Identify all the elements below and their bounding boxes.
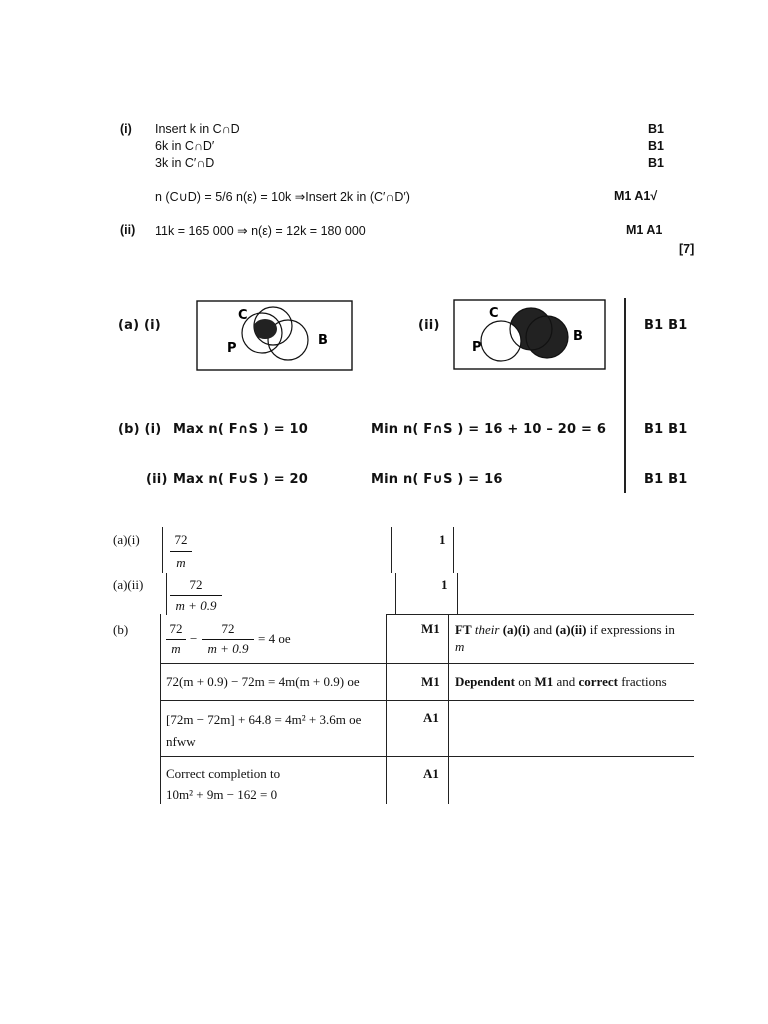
mark: M1 <box>421 621 440 636</box>
set-p-circle <box>481 321 521 361</box>
label-c: C <box>489 306 499 321</box>
equation-line: 10m² + 9m − 162 = 0 <box>166 787 278 802</box>
note-bold: (a)(ii) <box>555 622 587 637</box>
note-italic: m <box>455 639 465 654</box>
venn-diagram-i <box>196 300 354 372</box>
label-b: B <box>318 333 329 348</box>
mark: A1 <box>423 766 439 781</box>
answer-line: 11k = 165 000 ⇒ n(ε) = 12k = 180 000 <box>155 224 366 238</box>
equation-rest: = 4 oe <box>258 631 291 646</box>
table-border <box>162 527 163 573</box>
note-italic: their <box>474 622 500 637</box>
answer-line: Max n( F∩S ) = 10 <box>173 422 309 437</box>
fraction-denominator: m + 0.9 <box>175 598 217 613</box>
fraction-denominator: m + 0.9 <box>207 641 249 656</box>
column-divider <box>624 298 626 493</box>
answer-line: Max n( F∪S ) = 20 <box>173 472 309 487</box>
venn-diagram-ii <box>453 299 607 371</box>
part-label: (ii) <box>120 223 136 237</box>
note-bold: correct <box>578 674 618 689</box>
mark: B1 <box>648 122 664 136</box>
fraction-bar <box>166 639 186 640</box>
part-label: (b) <box>113 622 129 637</box>
table-border <box>166 573 167 615</box>
guidance-note <box>455 621 691 655</box>
table-border <box>160 614 161 804</box>
universal-set-box <box>197 301 352 370</box>
table-border <box>457 573 458 615</box>
mark: B1 <box>648 139 664 153</box>
note-bold: M1 <box>534 674 554 689</box>
mark: M1 A1√ <box>614 189 658 203</box>
fraction-bar <box>170 551 192 552</box>
part-label: (a)(ii) <box>113 577 144 592</box>
mark: M1 A1 <box>626 223 663 237</box>
answer-line: 6k in C∩D′ <box>155 139 215 153</box>
label-p: P <box>472 340 482 355</box>
part-label: (i) <box>120 122 132 136</box>
part-label: (ii) <box>418 318 440 333</box>
mark: 1 <box>441 577 448 592</box>
label-b: B <box>573 329 584 344</box>
part-label: (a) (i) <box>118 318 161 333</box>
table-border <box>395 573 396 615</box>
part-label: (b) (i) <box>118 422 162 437</box>
table-border <box>160 756 694 757</box>
table-border <box>386 614 694 615</box>
table-border <box>386 614 387 804</box>
table-border <box>448 614 449 804</box>
total-marks: [7] <box>679 242 695 256</box>
fraction-denominator: m <box>176 555 186 570</box>
answer-line: Min n( F∪S ) = 16 <box>371 472 503 487</box>
answer-line: Insert k in C∩D <box>155 122 240 136</box>
note-text: fractions <box>621 674 667 689</box>
note-bold: FT <box>455 622 472 637</box>
mark: B1 <box>648 156 664 170</box>
note-text: and <box>556 674 576 689</box>
operator: − <box>190 631 198 646</box>
mark: B1 B1 <box>644 318 688 333</box>
mark: A1 <box>423 710 439 725</box>
part-label: (ii) <box>146 472 168 487</box>
note-text: and <box>533 622 553 637</box>
note-text: if expressions in <box>589 622 675 637</box>
fraction-bar <box>170 595 222 596</box>
answer-line: Min n( F∩S ) = 16 + 10 – 20 = 6 <box>371 422 607 437</box>
table-border <box>391 527 392 573</box>
note-text: on <box>518 674 532 689</box>
mark: 1 <box>439 532 446 547</box>
answer-line: 3k in C′∩D <box>155 156 215 170</box>
equation-note: nfww <box>166 734 196 749</box>
mark: B1 B1 <box>644 422 688 437</box>
fraction-numerator: 72 <box>174 532 188 547</box>
fraction-bar <box>202 639 254 640</box>
label-c: C <box>238 308 248 323</box>
fraction-numerator: 72 <box>221 621 235 636</box>
note-bold: (a)(i) <box>502 622 531 637</box>
table-border <box>160 663 694 664</box>
equation-line: Correct completion to <box>166 766 281 781</box>
note-bold: Dependent <box>455 674 515 689</box>
part-label: (a)(i) <box>113 532 140 547</box>
label-p: P <box>227 341 237 356</box>
guidance-note <box>455 674 691 690</box>
table-border <box>453 527 454 573</box>
mark: B1 B1 <box>644 472 688 487</box>
equation-line: [72m − 72m] + 64.8 = 4m² + 3.6m oe <box>166 712 362 727</box>
table-border <box>160 700 694 701</box>
fraction-numerator: 72 <box>169 621 183 636</box>
fraction-numerator: 72 <box>189 577 203 592</box>
mark: M1 <box>421 674 440 689</box>
answer-line: n (C∪D) = 5/6 n(ε) = 10k ⇒Insert 2k in (C′∩D′) <box>155 190 410 204</box>
equation-line: 72(m + 0.9) − 72m = 4m(m + 0.9) oe <box>166 674 360 689</box>
fraction-denominator: m <box>171 641 181 656</box>
